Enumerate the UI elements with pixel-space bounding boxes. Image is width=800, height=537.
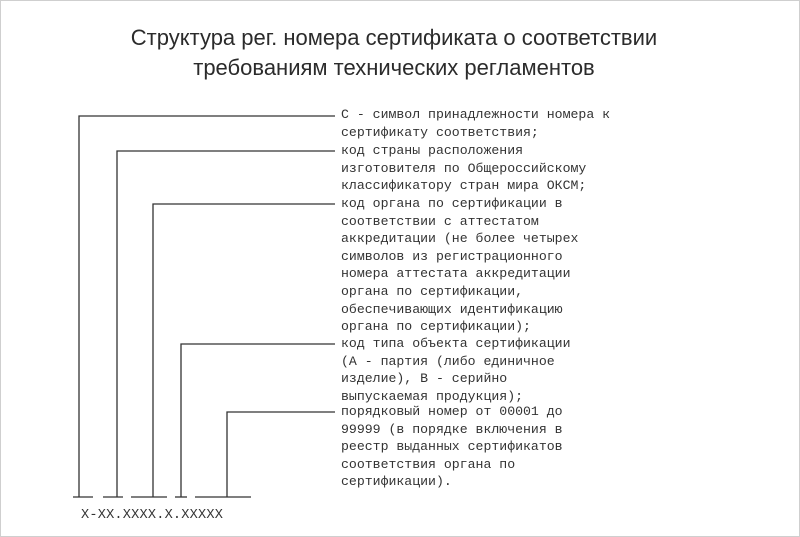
description-line: выпускаемая продукция); bbox=[341, 388, 524, 404]
description-line: аккредитации (не более четырех bbox=[341, 231, 579, 247]
connector-country bbox=[117, 151, 335, 497]
description-line: номера аттестата аккредитации bbox=[341, 266, 571, 282]
description-line: код органа по сертификации в bbox=[341, 196, 563, 211]
description-line: обеспечивающих идентификацию bbox=[341, 301, 563, 317]
description-line: классификатору стран мира ОКСМ; bbox=[341, 178, 587, 194]
description-line: сертификату соответствия; bbox=[341, 124, 539, 140]
description-line: С - символ принадлежности номера к bbox=[341, 107, 611, 122]
description-body bbox=[341, 195, 681, 336]
description-line: порядковый номер от 00001 до bbox=[341, 404, 563, 419]
description-line: символов из регистрационного bbox=[341, 248, 563, 264]
connector-type bbox=[181, 344, 335, 497]
description-line: органа по сертификации); bbox=[341, 319, 531, 335]
description-line: (А - партия (либо единичное bbox=[341, 353, 555, 369]
description-line: соответствия органа по bbox=[341, 456, 516, 472]
connector-serial bbox=[227, 412, 335, 497]
description-line: органа по сертификации, bbox=[341, 283, 524, 299]
description-serial bbox=[341, 403, 681, 491]
description-line: код типа объекта сертификации bbox=[341, 336, 571, 351]
title-line-2: требованиям технических регламентов bbox=[193, 55, 595, 80]
description-line: соответствии с аттестатом bbox=[341, 213, 539, 229]
certificate-number-format: Х-ХХ.ХХХХ.Х.ХХХХХ bbox=[81, 508, 224, 523]
description-line: код страны расположения bbox=[341, 143, 524, 158]
description-line: сертификации). bbox=[341, 474, 452, 490]
description-country bbox=[341, 142, 681, 195]
description-line: реестр выданных сертификатов bbox=[341, 439, 563, 455]
connector-body bbox=[153, 204, 335, 497]
description-line: 99999 (в порядке включения в bbox=[341, 421, 563, 437]
description-line: изготовителя по Общероссийскому bbox=[341, 160, 587, 176]
description-type bbox=[341, 335, 681, 405]
description-line: изделие), В - серийно bbox=[341, 371, 508, 387]
title-line-1: Структура рег. номера сертификата о соответствии bbox=[130, 25, 658, 50]
description-symbol bbox=[341, 106, 681, 141]
